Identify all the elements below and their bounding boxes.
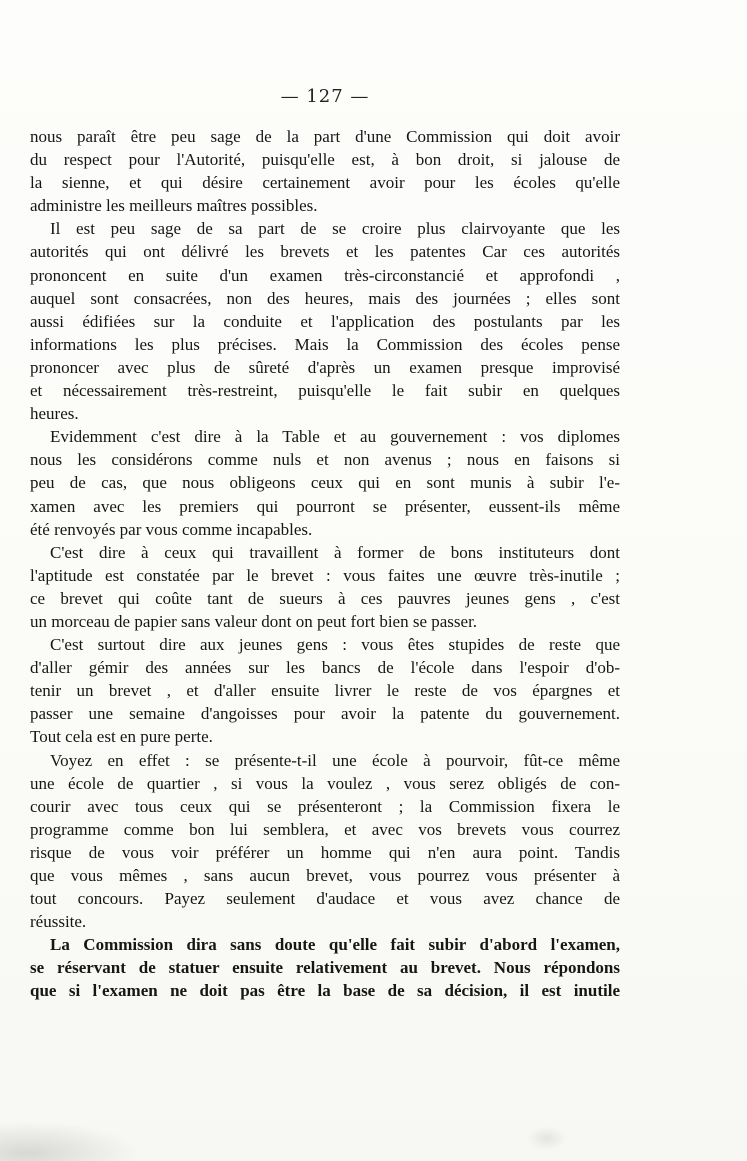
text-line: l'aptitude est constatée par le brevet : vous faites une œuvre très-inutile ; [30, 565, 620, 585]
text-line: ce brevet qui coûte tant de sueurs à ces pauvres jeunes gens , c'est [30, 588, 620, 608]
text-line: la sienne, et qui désire certainement avoir pour les écoles qu'elle [30, 173, 620, 193]
text-line: réussite. [30, 912, 87, 932]
body-text [30, 125, 620, 1003]
text-line: se réservant de statuer ensuite relativement au brevet. Nous répondons [30, 958, 620, 978]
page-number: — 127 — [280, 86, 370, 107]
text-line: tout concours. Payez seulement d'audace et vous avez chance de [30, 889, 620, 909]
text-line: Voyez en effet : se présente-t-il une école à pourvoir, fût-ce même [50, 750, 620, 770]
text-line: auquel sont consacrées, non des heures, mais des journées ; elles sont [30, 288, 620, 308]
text-line: C'est dire à ceux qui travaillent à former de bons instituteurs dont [50, 542, 620, 562]
scan-smudge [0, 1121, 140, 1161]
text-line: que vous mêmes , sans aucun brevet, vous pourrez vous présenter à [30, 866, 620, 885]
text-line: C'est surtout dire aux jeunes gens : vous êtes stupides de reste que [50, 635, 620, 655]
text-line: courir avec tous ceux qui se présenteront ; la Commission fixera le [30, 796, 620, 816]
text-line: xamen avec les premiers qui pourront se présenter, eussent-ils même [30, 496, 620, 516]
text-line: nous les considérons comme nuls et non avenus ; nous en faisons si [30, 450, 620, 470]
text-line: nous paraît être peu sage de la part d'une Commission qui doit avoir [30, 127, 620, 146]
text-line: tenir un brevet , et d'aller ensuite livrer le reste de vos épargnes et [30, 681, 620, 701]
text-line: risque de vous voir préférer un homme qui n'en aura point. Tandis [30, 842, 620, 862]
scan-smudge [527, 1126, 567, 1151]
text-line: été renvoyés par vous comme incapables. [30, 519, 313, 539]
text-line: d'aller gémir des années sur les bancs de l'école dans l'espoir d'ob- [30, 658, 620, 678]
text-line: Evidemment c'est dire à la Table et au gouvernement : vos diplomes [50, 427, 620, 447]
text-line: et nécessairement très-restreint, puisqu'elle le fait subir en quelques [30, 381, 620, 401]
text-line: du respect pour l'Autorité, puisqu'elle est, à bon droit, si jalouse de [30, 150, 620, 170]
text-line: que si l'examen ne doit pas être la base de sa décision, il est inutile [30, 981, 620, 1001]
text-line: prononcer avec plus de sûreté d'après un examen presque improvisé [30, 357, 620, 377]
text-line: Tout cela est en pure perte. [30, 727, 213, 747]
text-line: programme comme bon lui semblera, et avec vos brevets vous courrez [30, 819, 620, 839]
text-line: passer une semaine d'angoisses pour avoir la patente du gouvernement. [30, 704, 620, 724]
text-line: peu de cas, que nous obligeons ceux qui en sont munis à subir l'e- [30, 473, 620, 493]
text-line: administre les meilleurs maîtres possibles. [30, 196, 318, 216]
text-line: heures. [30, 404, 79, 424]
text-line: prononcent en suite d'un examen très-circonstancié et approfondi , [30, 265, 620, 285]
text-line: La Commission dira sans doute qu'elle fait subir d'abord l'examen, [50, 935, 620, 955]
text-line: Il est peu sage de sa part de se croire plus clairvoyante que les [50, 219, 620, 239]
text-line: une école de quartier , si vous la voulez , vous serez obligés de con- [30, 773, 620, 793]
text-line: autorités qui ont délivré les brevets et les patentes Car ces autorités [30, 242, 620, 262]
text-line: aussi édifiées sur la conduite et l'application des postulants par les [30, 311, 620, 331]
text-line: un morceau de papier sans valeur dont on peut fort bien se passer. [30, 611, 478, 631]
text-line: informations les plus précises. Mais la Commission des écoles pense [30, 334, 620, 354]
